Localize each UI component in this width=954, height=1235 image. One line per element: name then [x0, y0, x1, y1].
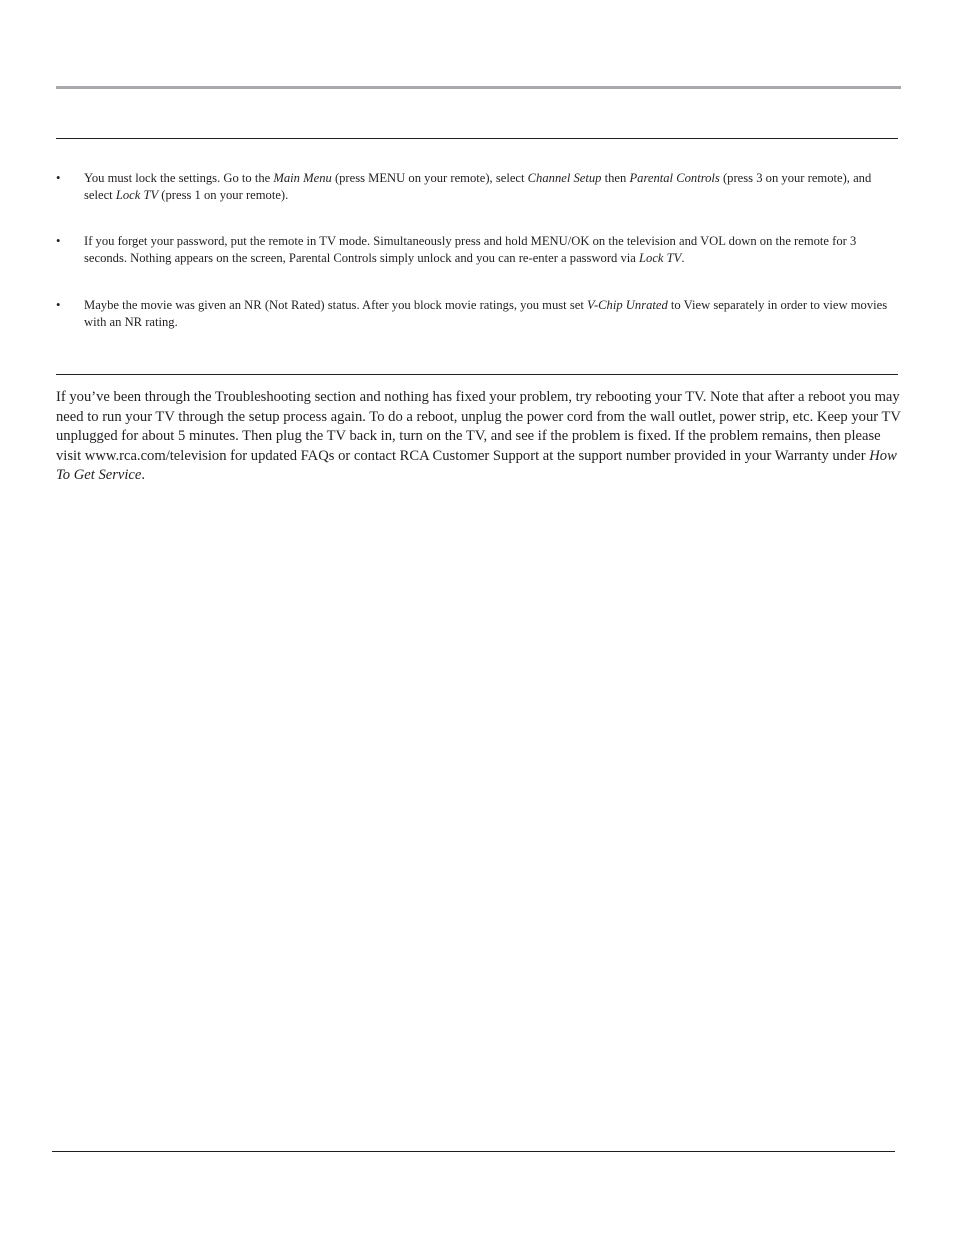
text-run: If you’ve been through the Troubleshooting section and nothing has fixed your problem, try rebooting your TV. Note that after a reboot you may need to run your TV through the setup process again. To do a reboot, unplug the power cord from the wall outlet, power strip, etc. Keep your TV unplugged for about 5 minutes. Then plug the TV back in, turn on the TV, and see if the problem is fixed. If the problem remains, then please visit www.rca.com/television for updated FAQs or contact RCA Customer Support at the support number provided in your Warranty under [56, 389, 901, 464]
text-run: (press 1 on your remote). [158, 188, 289, 202]
text-run: (press 3 on your remote), and select [84, 171, 872, 202]
bullet-mark: • [56, 171, 61, 185]
bullet-mark: • [56, 234, 61, 248]
emphasized-text: V-Chip Unrated [586, 298, 668, 312]
list-item-forgot-password [56, 233, 898, 267]
bullet-mark: • [56, 298, 61, 312]
text-run: to View separately in order to view movies with an NR rating. [84, 298, 888, 329]
reboot-paragraph [56, 388, 902, 486]
emphasized-text: How To Get Service [56, 447, 897, 484]
text-run: If you forget your password, put the remote in TV mode. Simultaneously press and hold MENU/OK on the television and VOL down on the remote for 3 seconds. Nothing appears on the screen, Parental Controls simply unlock and you can re-enter a password via [84, 234, 857, 265]
text-run: . [681, 251, 685, 265]
emphasized-text: Parental Controls [629, 171, 720, 185]
bullet-text [84, 170, 898, 204]
text-run: Maybe the movie was given an NR (Not Rated) status. After you block movie ratings, you must set [84, 298, 587, 312]
emphasized-text: Main Menu [273, 171, 332, 185]
header-rule [56, 86, 901, 89]
emphasized-text: Lock TV [639, 251, 682, 265]
footer-rule [52, 1151, 895, 1152]
emphasized-text: Lock TV [115, 188, 159, 202]
text-run: You must lock the settings. Go to the [84, 171, 274, 185]
emphasized-text: Channel Setup [527, 171, 602, 185]
bullet-text [84, 297, 898, 331]
list-item-lock-settings [56, 170, 898, 204]
mid-rule [56, 374, 898, 375]
text-run: . [141, 467, 146, 484]
section-rule [56, 138, 898, 139]
text-run: then [601, 171, 630, 185]
text-run: (press MENU on your remote), select [331, 171, 528, 185]
list-item-not-rated [56, 297, 898, 331]
bullet-text [84, 233, 898, 267]
